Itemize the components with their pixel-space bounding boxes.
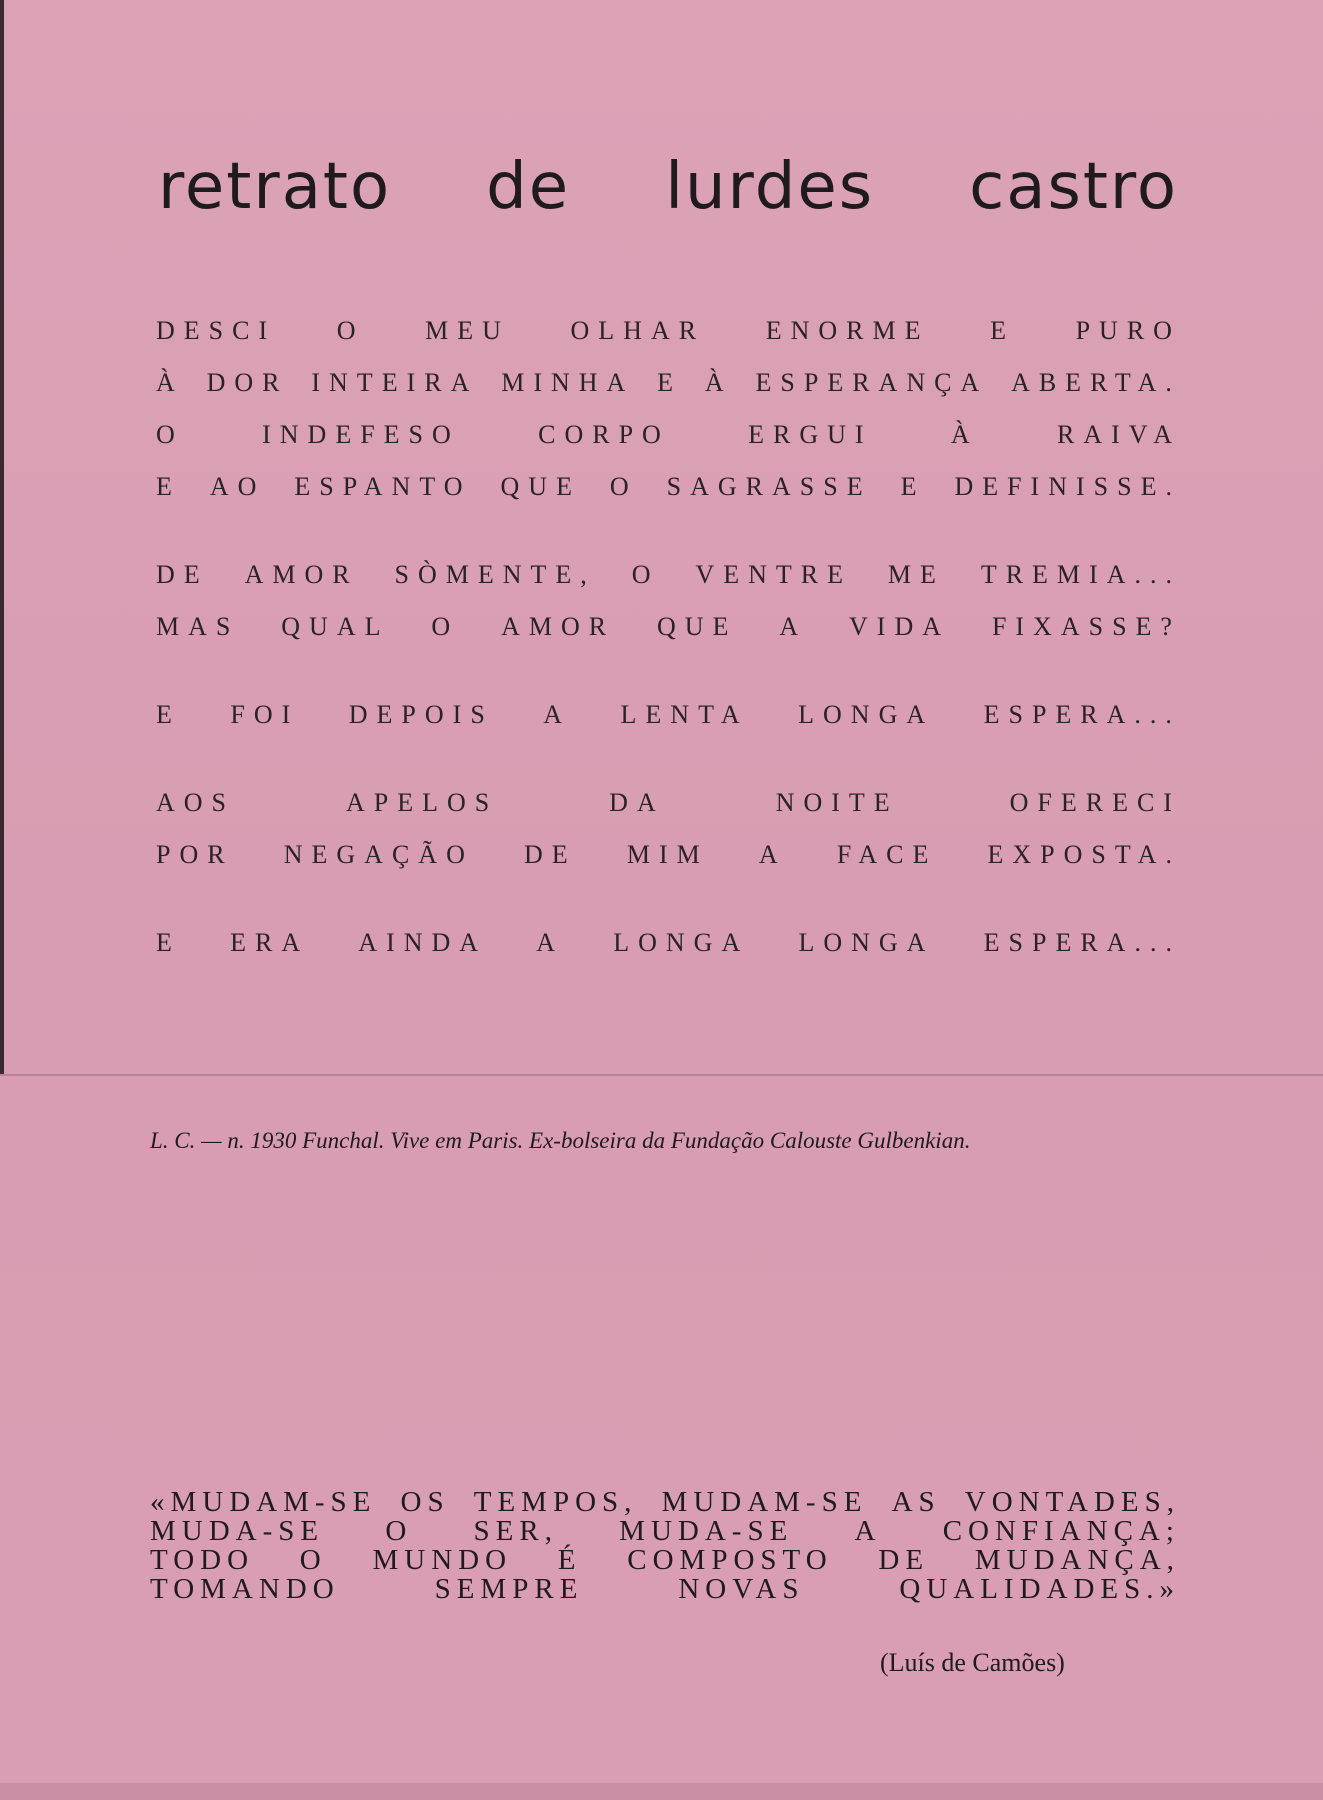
- word: «MUDAM-SE: [150, 1486, 377, 1518]
- poem-title: [158, 150, 1178, 224]
- word: OS: [400, 1486, 450, 1518]
- stanza-5: [156, 917, 1181, 969]
- word: ESPERANÇA: [755, 368, 989, 397]
- word: DA: [609, 788, 665, 817]
- word: APELOS: [345, 788, 499, 817]
- author-bio: L. C. — n. 1930 Funchal. Vive em Paris. Ex-bolseira da Fundação Calouste Gulbenkian.: [150, 1128, 971, 1153]
- word: ESPERA...: [983, 700, 1181, 729]
- word: À: [156, 368, 184, 397]
- word: AMOR: [501, 612, 616, 641]
- word: A: [543, 700, 572, 729]
- quote-attribution: (Luís de Camões): [880, 1648, 1065, 1677]
- word: LONGA: [798, 928, 935, 957]
- word: ABERTA.: [1011, 368, 1181, 397]
- word: E: [156, 928, 181, 957]
- word: O: [631, 560, 660, 589]
- word: DE: [878, 1544, 930, 1576]
- poem-line: [156, 917, 1181, 969]
- word: DE: [524, 840, 577, 869]
- poem-line: [156, 777, 1181, 829]
- title-word: lurdes: [665, 150, 875, 224]
- word: AOS: [156, 788, 236, 817]
- word: TOMANDO: [150, 1573, 340, 1605]
- word: MIM: [626, 840, 709, 869]
- word: CORPO: [538, 420, 670, 449]
- word: O: [385, 1515, 413, 1547]
- word: INTEIRA: [311, 368, 479, 397]
- word: MEU: [425, 316, 510, 345]
- word: MUDANÇA,: [974, 1544, 1180, 1576]
- poem-body: [156, 305, 1181, 1005]
- word: SÒMENTE,: [394, 560, 596, 589]
- word: AINDA: [358, 928, 488, 957]
- word: TODO: [150, 1544, 255, 1576]
- word: O: [609, 472, 638, 501]
- word: AMOR: [244, 560, 359, 589]
- word: TREMIA...: [980, 560, 1181, 589]
- page-bottom-edge: [0, 1783, 1323, 1800]
- word: O: [431, 612, 460, 641]
- word: MUNDO: [372, 1544, 513, 1576]
- word: DEPOIS: [348, 700, 494, 729]
- word: ESPANTO: [294, 472, 472, 501]
- word: MUDA-SE: [619, 1515, 794, 1547]
- word: QUE: [500, 472, 581, 501]
- word: NOVAS: [678, 1573, 805, 1605]
- word: PURO: [1075, 316, 1181, 345]
- word: SER,: [473, 1515, 558, 1547]
- word: NEGAÇÃO: [283, 840, 474, 869]
- word: AO: [209, 472, 266, 501]
- word: E: [900, 472, 926, 501]
- stanza-1: [156, 305, 1181, 513]
- fold-line: [0, 1074, 1323, 1076]
- word: E: [990, 316, 1015, 345]
- word: LENTA: [620, 700, 749, 729]
- word: VENTRE: [695, 560, 852, 589]
- word: COMPOSTO: [627, 1544, 833, 1576]
- stanza-3: [156, 689, 1181, 741]
- word: É: [557, 1544, 582, 1576]
- word: QUAL: [281, 612, 390, 641]
- word: SAGRASSE: [666, 472, 872, 501]
- quote-line: [150, 1575, 1180, 1604]
- word: QUALIDADES.»: [899, 1573, 1180, 1605]
- word: E: [657, 368, 683, 397]
- word: A: [854, 1515, 882, 1547]
- word: LONGA: [613, 928, 750, 957]
- word: A: [779, 612, 808, 641]
- poem-line: [156, 357, 1181, 409]
- word: O: [156, 420, 184, 449]
- word: QUE: [657, 612, 738, 641]
- title-word: de: [486, 150, 571, 224]
- word: À: [704, 368, 733, 397]
- word: DE: [156, 560, 209, 589]
- word: FACE: [836, 840, 938, 869]
- word: DEFINISSE.: [954, 472, 1181, 501]
- word: ERGUI: [748, 420, 873, 449]
- title-word: castro: [969, 150, 1178, 224]
- poem-line: [156, 829, 1181, 881]
- poem-line: [156, 549, 1181, 601]
- word: DESCI: [156, 316, 277, 345]
- word: O: [299, 1544, 327, 1576]
- word: A: [536, 928, 565, 957]
- stanza-2: [156, 549, 1181, 653]
- word: À: [950, 420, 979, 449]
- word: INDEFESO: [262, 420, 460, 449]
- stanza-4: [156, 777, 1181, 881]
- word: LONGA: [798, 700, 935, 729]
- word: A: [758, 840, 787, 869]
- word: E: [156, 700, 181, 729]
- word: OFERECI: [1009, 788, 1181, 817]
- word: MUDAM-SE: [661, 1486, 868, 1518]
- poem-line: [156, 601, 1181, 653]
- word: VIDA: [849, 612, 951, 641]
- title-word: retrato: [158, 150, 392, 224]
- quote-line: [150, 1517, 1180, 1546]
- word: ME: [887, 560, 945, 589]
- word: POR: [156, 840, 234, 869]
- poem-line: [156, 409, 1181, 461]
- word: CONFIANÇA;: [942, 1515, 1180, 1547]
- poem-line: [156, 461, 1181, 513]
- page-left-edge: [0, 0, 4, 1075]
- epigraph-quote: [150, 1488, 1180, 1604]
- poem-line: [156, 305, 1181, 357]
- word: ESPERA...: [983, 928, 1181, 957]
- word: ERA: [230, 928, 310, 957]
- poem-line: [156, 689, 1181, 741]
- word: FIXASSE?: [991, 612, 1181, 641]
- word: VONTADES,: [964, 1486, 1180, 1518]
- word: EXPOSTA.: [987, 840, 1181, 869]
- word: TEMPOS,: [473, 1486, 638, 1518]
- word: OLHAR: [570, 316, 706, 345]
- word: DOR: [206, 368, 289, 397]
- word: ENORME: [765, 316, 930, 345]
- word: E: [156, 472, 181, 501]
- word: FOI: [230, 700, 300, 729]
- word: MINHA: [501, 368, 635, 397]
- word: SEMPRE: [434, 1573, 584, 1605]
- word: O: [336, 316, 365, 345]
- word: AS: [891, 1486, 941, 1518]
- word: NOITE: [775, 788, 899, 817]
- quote-line: [150, 1488, 1180, 1517]
- quote-line: [150, 1546, 1180, 1575]
- word: MUDA-SE: [150, 1515, 325, 1547]
- word: RAIVA: [1057, 420, 1181, 449]
- word: MAS: [156, 612, 240, 641]
